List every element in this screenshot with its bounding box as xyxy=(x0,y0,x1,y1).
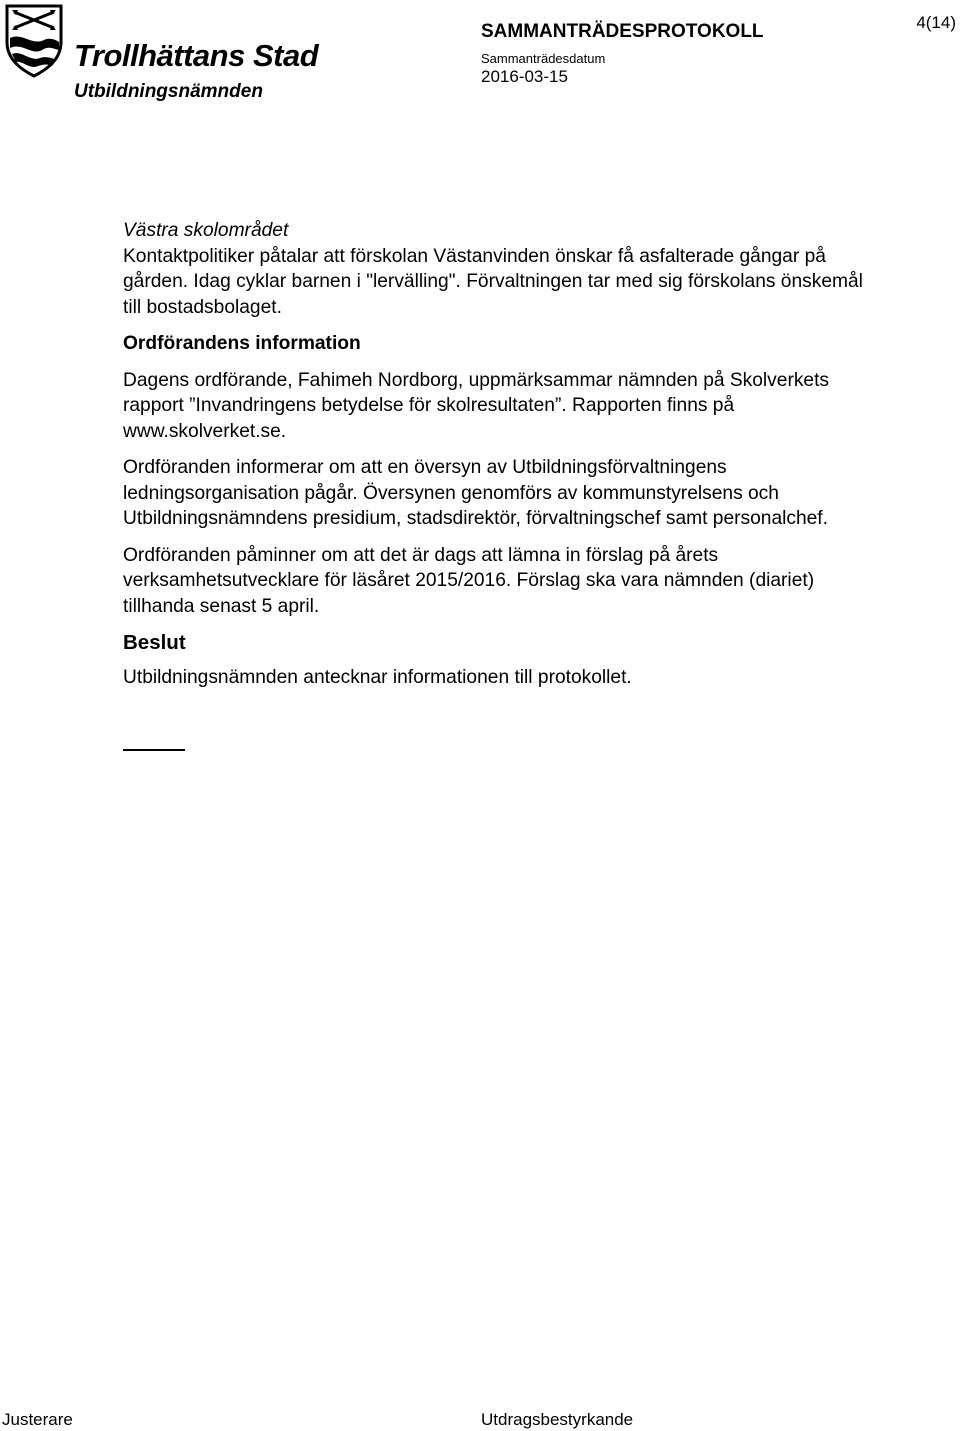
meeting-date-label: Sammanträdesdatum xyxy=(481,51,606,66)
section-ordforandens-information xyxy=(123,331,883,619)
municipal-coat-of-arms-icon xyxy=(4,2,64,78)
paragraph: Ordföranden informerar om att en översyn av Utbildningsförvaltningens ledningsorganisation pågår. Översynen genomförs av kommunstyrelsens och Utbildningsnämndens presidium, stadsdirektör, förvaltningschef samt personalchef. xyxy=(123,457,828,529)
meeting-date: 2016-03-15 xyxy=(481,67,568,86)
page-number: 4(14) xyxy=(916,13,956,32)
document-type: SAMMANTRÄDESPROTOKOLL xyxy=(481,21,764,42)
committee-name: Utbildningsnämnden xyxy=(74,81,263,102)
section-heading: Beslut xyxy=(123,631,186,654)
paragraph: Ordföranden påminner om att det är dags att lämna in förslag på årets verksamhetsutvecklare för läsåret 2015/2016. Förslag ska vara nämnden (diariet) tillhanda senast 5 april. xyxy=(123,544,815,617)
paragraph: Kontaktpolitiker påtalar att förskolan Västanvinden önskar få asfalterade gångar på gården. Idag cyklar barnen i "lervälling". Förvaltningen tar med sig förskolans önskemål till bostadsbolaget. xyxy=(123,245,863,318)
footer-utdragsbestyrkande-label: Utdragsbestyrkande xyxy=(481,1410,634,1429)
organization-name: Trollhättans Stad xyxy=(74,38,319,73)
decision-text: Utbildningsnämnden antecknar informationen till protokollet. xyxy=(123,666,632,688)
section-heading: Västra skolområdet xyxy=(123,220,289,241)
section-beslut xyxy=(123,630,883,690)
footer-justerare-label: Justerare xyxy=(2,1410,73,1429)
paragraph: Dagens ordförande, Fahimeh Nordborg, uppmärksammar nämnden på Skolverkets rapport ”Invandringens betydelse för skolresultaten”. Rapporten finns på www.skolverket.se. xyxy=(123,369,830,442)
section-vastra-skolomradet xyxy=(123,218,883,320)
protocol-body xyxy=(123,218,883,690)
section-end-rule xyxy=(123,749,185,751)
section-heading: Ordförandens information xyxy=(123,333,361,354)
